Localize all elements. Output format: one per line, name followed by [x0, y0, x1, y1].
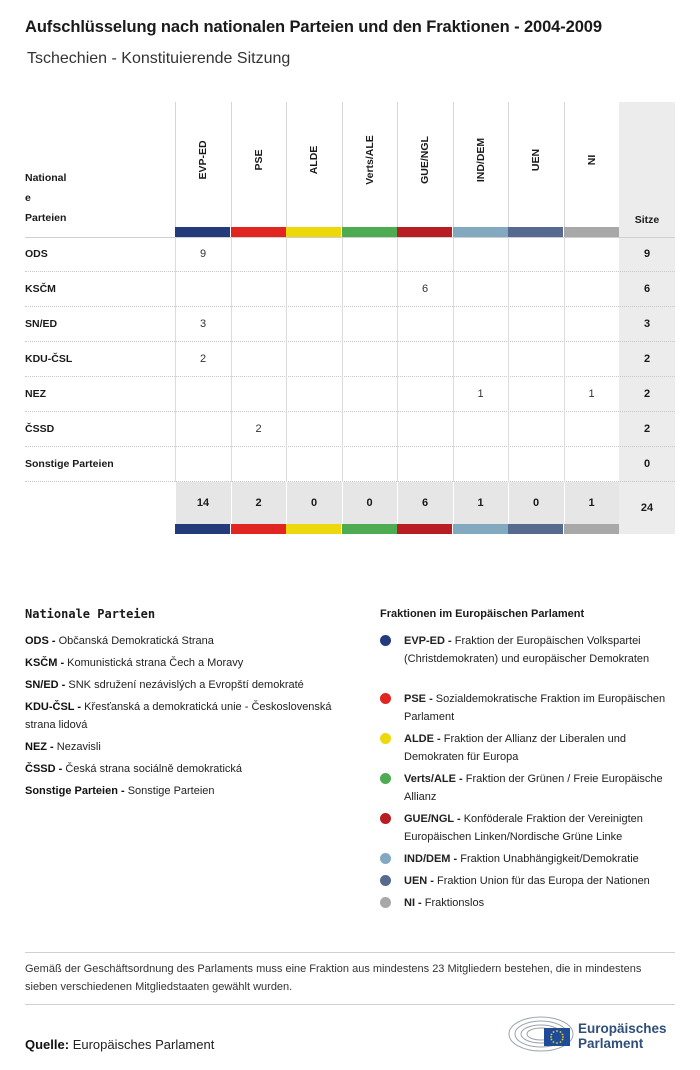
- national-header-line: e: [25, 192, 31, 204]
- seat-cell: [231, 342, 286, 377]
- seat-cell: [175, 377, 230, 412]
- seat-cell: [231, 377, 286, 412]
- group-header: [286, 102, 341, 227]
- seat-cell: [231, 272, 286, 307]
- seat-cell: 2: [175, 342, 230, 377]
- seat-cell: [175, 447, 230, 482]
- national-header-line: Parteien: [25, 212, 67, 224]
- seat-cell: [342, 447, 397, 482]
- seats-header: Sitze: [634, 214, 660, 226]
- seat-cell: [564, 447, 619, 482]
- seat-cell: 1: [453, 377, 508, 412]
- seat-cell: [286, 342, 341, 377]
- group-total: 1: [453, 482, 508, 524]
- color-dot-icon: [380, 897, 391, 908]
- row-total: 3: [643, 318, 651, 330]
- legend-text: [404, 872, 680, 890]
- seat-cell: [508, 377, 563, 412]
- row-total: 6: [643, 283, 651, 295]
- legend-text: [404, 894, 680, 912]
- legend-abbr: NI -: [404, 897, 422, 909]
- legend-abbr: ODS -: [25, 635, 56, 647]
- seat-cell: [508, 307, 563, 342]
- legend-abbr: UEN -: [404, 875, 434, 887]
- national-party-legend-item: [25, 654, 345, 672]
- seat-cell: [564, 412, 619, 447]
- row-total: 0: [643, 458, 651, 470]
- legend-name: Komunistická strana Čech a Moravy: [67, 657, 244, 669]
- footnote: Gemäß der Geschäftsordnung des Parlaments muss eine Fraktion aus mindestens 23 Mitgliedern bestehen, die in mindestens sieben verschiedenen Mitgliedstaaten gewählt wurden.: [25, 963, 642, 993]
- seat-cell: [564, 272, 619, 307]
- seat-cell: [397, 307, 452, 342]
- seat-cell: [342, 307, 397, 342]
- group-color-bar: [231, 524, 286, 534]
- group-header-label: NI: [585, 154, 598, 166]
- group-header: [342, 102, 397, 227]
- seat-cell: [342, 237, 397, 272]
- legend-name: Fraktion Unabhängigkeit/Demokratie: [460, 853, 639, 865]
- seat-cell: [508, 447, 563, 482]
- seat-cell: 3: [175, 307, 230, 342]
- group-header: [231, 102, 286, 227]
- page-subtitle: Tschechien - Konstituierende Sitzung: [27, 50, 291, 67]
- seat-cell: [286, 447, 341, 482]
- color-dot-icon: [380, 813, 391, 824]
- legend-name: Křesťanská a demokratická unie - Československá strana lidová: [25, 701, 332, 731]
- party-name: KDU-ČSL: [25, 353, 73, 365]
- grand-total: 24: [640, 502, 654, 514]
- group-color-bar: [342, 227, 397, 237]
- national-party-legend-item: [25, 698, 345, 734]
- group-header-label: PSE: [252, 149, 265, 171]
- legend-abbr: Sonstige Parteien -: [25, 785, 125, 797]
- national-header-line: National: [25, 172, 67, 184]
- seat-cell: [397, 237, 452, 272]
- group-total: 0: [342, 482, 397, 524]
- seat-cell: [342, 412, 397, 447]
- legend-text: [404, 632, 680, 668]
- group-color-bar: [397, 227, 452, 237]
- ep-logo-text: [578, 1021, 667, 1051]
- party-name: NEZ: [25, 388, 46, 400]
- seat-cell: 1: [564, 377, 619, 412]
- seat-cell: [508, 272, 563, 307]
- group-total: 2: [231, 482, 286, 524]
- color-dot-icon: [380, 733, 391, 744]
- seat-cell: [397, 412, 452, 447]
- group-total: 1: [564, 482, 619, 524]
- table-row: [25, 272, 675, 307]
- seat-cell: [231, 237, 286, 272]
- seat-cell: [453, 307, 508, 342]
- seat-cell: [342, 272, 397, 307]
- group-total: 0: [508, 482, 563, 524]
- source: [25, 1037, 214, 1052]
- table-row: [25, 377, 675, 412]
- seat-cell: [508, 342, 563, 377]
- legend-name: Fraktionslos: [424, 897, 485, 909]
- legend-name: Sonstige Parteien: [127, 785, 215, 797]
- national-party-legend-item: [25, 676, 345, 694]
- party-name: ODS: [25, 248, 48, 260]
- group-header-label: ALDE: [308, 145, 320, 175]
- group-color-bar: [231, 227, 286, 237]
- legend-abbr: GUE/NGL -: [404, 813, 461, 825]
- group-color-bar: [342, 524, 397, 534]
- group-header: [397, 102, 452, 227]
- legend-text: [404, 810, 680, 846]
- group-color-bar: [175, 524, 230, 534]
- legend-name: Česká strana sociálně demokratická: [65, 763, 243, 775]
- group-header-label: GUE/NGL: [419, 136, 431, 184]
- party-name: SN/ED: [25, 318, 58, 330]
- group-total: 0: [286, 482, 341, 524]
- group-color-bar: [508, 524, 563, 534]
- seat-table: [25, 102, 675, 534]
- group-color-bar: [453, 227, 508, 237]
- national-party-legend-item: [25, 738, 345, 756]
- legend-abbr: SN/ED -: [25, 679, 66, 691]
- seat-cell: [286, 412, 341, 447]
- group-color-bar: [175, 227, 230, 237]
- seat-cell: [453, 447, 508, 482]
- legend-abbr: KDU-ČSL -: [25, 701, 82, 713]
- seat-cell: [231, 447, 286, 482]
- party-name: Sonstige Parteien: [25, 458, 114, 470]
- legend-name: Fraktion der Grünen / Freie Europäische Allianz: [404, 773, 663, 803]
- legend-abbr: KSČM -: [25, 657, 65, 669]
- national-party-legend-item: [25, 632, 345, 650]
- table-row: [25, 342, 675, 377]
- seat-cell: [397, 342, 452, 377]
- divider: [25, 952, 675, 953]
- seat-cell: [453, 342, 508, 377]
- seat-cell: [342, 377, 397, 412]
- group-color-bar: [564, 227, 619, 237]
- seat-cell: [286, 272, 341, 307]
- seat-cell: [508, 237, 563, 272]
- group-color-bar: [564, 524, 619, 534]
- source-value: Europäisches Parlament: [72, 1037, 215, 1052]
- source-label: Quelle:: [25, 1037, 70, 1052]
- seat-cell: [453, 412, 508, 447]
- color-dot-icon: [380, 635, 391, 646]
- legend-name: Občanská Demokratická Strana: [58, 635, 214, 647]
- seat-cell: [175, 272, 230, 307]
- party-name: ČSSD: [25, 423, 55, 435]
- legend-text: [404, 850, 680, 868]
- seat-cell: [453, 272, 508, 307]
- national-party-legend-item: [25, 760, 345, 778]
- legend-abbr: ALDE -: [404, 733, 441, 745]
- table-row: [25, 447, 675, 482]
- ep-logo-line: Parlament: [578, 1036, 644, 1051]
- seat-cell: 2: [231, 412, 286, 447]
- legend-text: [404, 770, 680, 806]
- seat-cell: [286, 377, 341, 412]
- group-color-bar: [508, 227, 563, 237]
- group-header-label: EVP-ED: [197, 140, 209, 180]
- legend-abbr: Verts/ALE -: [404, 773, 463, 785]
- row-total: 2: [643, 353, 651, 365]
- seat-cell: [286, 237, 341, 272]
- color-dot-icon: [380, 853, 391, 864]
- row-total: 2: [643, 423, 651, 435]
- groups-legend-title: Fraktionen im Europäischen Parlament: [380, 608, 585, 620]
- seat-cell: [564, 342, 619, 377]
- table-row: [25, 412, 675, 447]
- seat-cell: [397, 377, 452, 412]
- legend-abbr: ČSSD -: [25, 763, 63, 775]
- group-header-label: IND/DEM: [474, 137, 487, 183]
- seat-cell: [564, 307, 619, 342]
- legend-text: [404, 730, 680, 766]
- seat-cell: [564, 237, 619, 272]
- seat-cell: 9: [175, 237, 230, 272]
- row-total: 2: [643, 388, 651, 400]
- group-color-bar: [286, 524, 341, 534]
- ep-logo-line: Europäisches: [578, 1021, 667, 1036]
- color-dot-icon: [380, 875, 391, 886]
- seat-cell: [508, 412, 563, 447]
- seat-cell: [453, 237, 508, 272]
- group-total: 6: [397, 482, 452, 524]
- group-header: [508, 102, 563, 227]
- seat-cell: [175, 412, 230, 447]
- legend-abbr: NEZ -: [25, 741, 54, 753]
- group-total: 14: [175, 482, 230, 524]
- page-title: Aufschlüsselung nach nationalen Parteien und den Fraktionen - 2004-2009: [25, 18, 602, 36]
- legend-abbr: PSE -: [404, 693, 433, 705]
- legend-name: SNK sdružení nezávislých a Evropští demokraté: [68, 679, 304, 691]
- legend-abbr: EVP-ED -: [404, 635, 452, 647]
- group-header: [564, 102, 619, 227]
- group-color-bar: [397, 524, 452, 534]
- row-total: 9: [643, 248, 651, 260]
- seat-cell: [286, 307, 341, 342]
- group-header: [453, 102, 508, 227]
- legend-name: Nezavisli: [56, 741, 101, 753]
- legend-name: Sozialdemokratische Fraktion im Europäischen Parlament: [404, 693, 666, 723]
- divider: [25, 1004, 675, 1005]
- color-dot-icon: [380, 773, 391, 784]
- party-name: KSČM: [25, 283, 56, 295]
- legend-name: Konföderale Fraktion der Vereinigten Europäischen Linken/Nordische Grüne Linke: [404, 813, 643, 843]
- group-color-bar: [453, 524, 508, 534]
- national-parties-header: [25, 168, 66, 228]
- table-row: [25, 307, 675, 342]
- table-row: [25, 237, 675, 272]
- legend-text: [404, 690, 680, 726]
- seat-cell: [342, 342, 397, 377]
- national-parties-legend-title: Nationale Parteien: [25, 607, 156, 621]
- legend-abbr: IND/DEM -: [404, 853, 458, 865]
- group-header: [175, 102, 230, 227]
- legend-name: Fraktion der Allianz der Liberalen und Demokraten für Europa: [404, 733, 626, 763]
- legend-name: Fraktion Union für das Europa der Nationen: [437, 875, 650, 887]
- seat-cell: [231, 307, 286, 342]
- national-party-legend-item: [25, 782, 345, 800]
- group-color-bar: [286, 227, 341, 237]
- group-header-label: UEN: [530, 148, 542, 172]
- color-dot-icon: [380, 693, 391, 704]
- group-header-label: Verts/ALE: [363, 135, 376, 185]
- seat-cell: 6: [397, 272, 452, 307]
- seat-cell: [397, 447, 452, 482]
- legend-name: Fraktion der Europäischen Volkspartei (Christdemokraten) und europäischer Demokraten: [404, 635, 650, 665]
